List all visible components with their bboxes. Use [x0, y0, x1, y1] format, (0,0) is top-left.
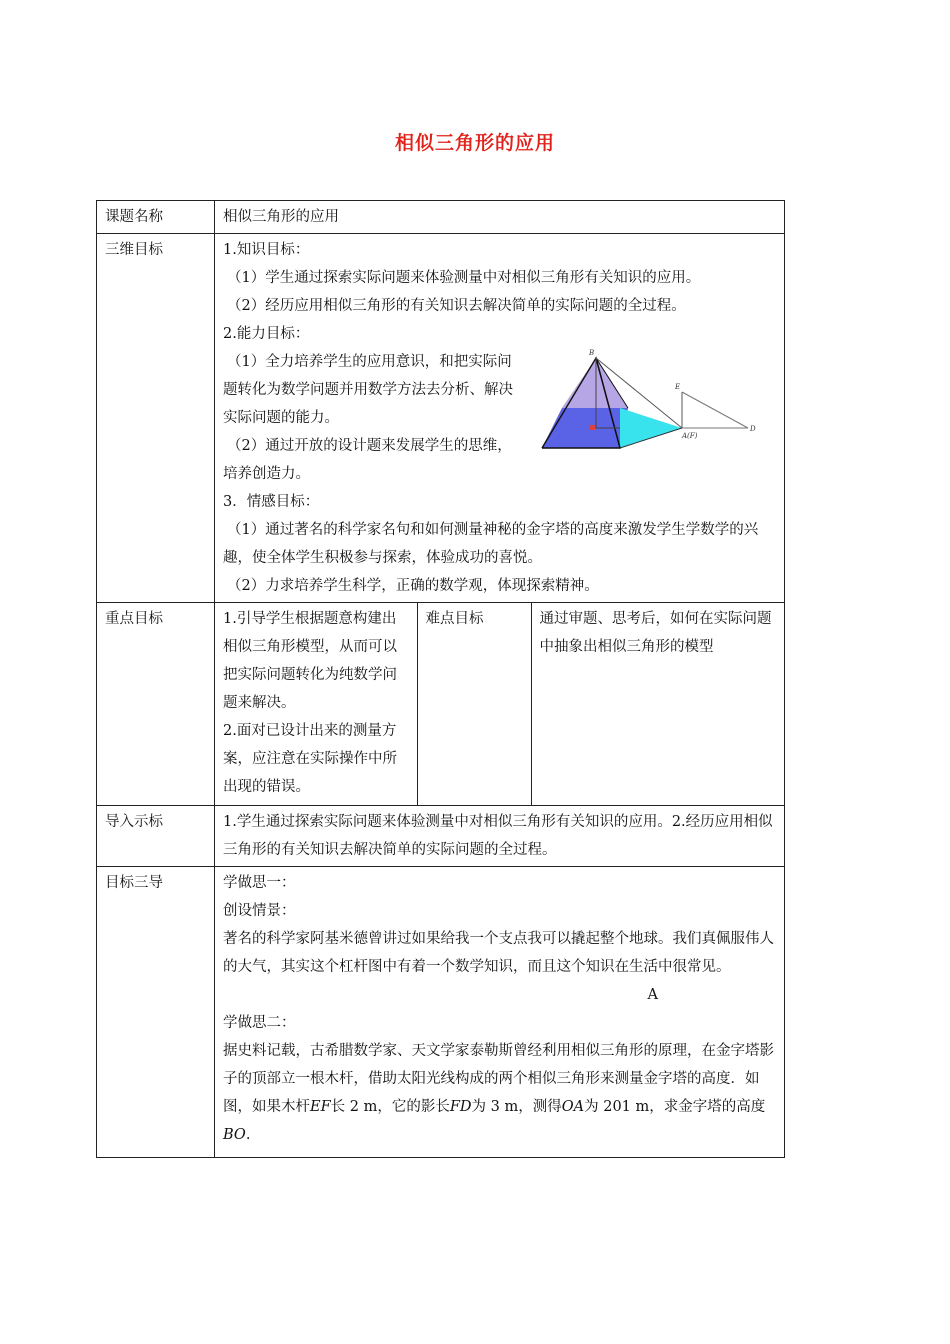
row-label: 课题名称 [97, 201, 215, 234]
knowledge-item: （2）经历应用相似三角形的有关知识去解决简单的实际问题的全过程。 [227, 298, 686, 314]
difficulty-text: 通过审题、思考后，如何在实际问题中抽象出相似三角形的模型 [531, 603, 784, 805]
scene-heading: 创设情景： [223, 903, 296, 919]
table-row [97, 603, 785, 806]
key-difficulty-cell [215, 603, 785, 806]
pyramid-back-face [562, 358, 628, 408]
goals-cell [215, 234, 785, 603]
row-label: 目标三导 [97, 867, 215, 1158]
row-label: 三维目标 [97, 234, 215, 603]
key-points [215, 603, 417, 805]
emotion-heading: 3．情感目标： [223, 494, 320, 510]
label-d: D [750, 425, 756, 433]
emotion-item: （2）力求培养学生科学，正确的数学观，体现探索精神。 [227, 578, 599, 594]
label-e: E [675, 383, 681, 391]
knowledge-item: （1）学生通过探索实际问题来体验测量中对相似三角形有关知识的应用。 [227, 270, 701, 286]
table-row [97, 201, 785, 234]
row-label: 重点目标 [97, 603, 215, 806]
ability-item: （1）全力培养学生的应用意识，和把实际问题转化为数学问题并用数学方法去分析、解决实际问题的能力。 [223, 354, 513, 426]
lesson-plan-table [96, 200, 785, 1158]
table-row [97, 867, 785, 1158]
scene-paragraph: 著名的科学家阿基米德曾讲过如果给我一个支点我可以撬起整个地球。我们真佩服伟人的大气，其实这个杠杆图中有着一个数学知识，而且这个知识在生活中很常见。 [223, 931, 774, 975]
emotion-item: （1）通过著名的科学家名句和如何测量神秘的金字塔的高度来激发学生学数学的兴趣，使全体学生积极参与探索，体验成功的喜悦。 [223, 522, 759, 566]
guide-cell [215, 867, 785, 1158]
pyramid-problem: 据史料记载，古希腊数学家、天文学家泰勒斯曾经利用相似三角形的原理，在金字塔影子的顶部立一根木杆，借助太阳光线构成的两个相似三角形来测量金字塔的高度．如图，如果木杆EF长 2 m，它的影长FD为 3 m，测得OA为 201 m，求金字塔的高度BO. [223, 1043, 774, 1143]
page-title: 相似三角形的应用 [394, 132, 555, 154]
difficulty-label: 难点目标 [417, 603, 531, 805]
ability-item: （2）通过开放的设计题来发展学生的思维，培养创造力。 [223, 438, 512, 482]
diagram-letter-a: A [647, 987, 658, 1003]
think-one-heading: 学做思一： [223, 875, 296, 891]
ability-heading: 2.能力目标： [223, 326, 310, 342]
label-b: B [589, 349, 595, 357]
think-two-heading: 学做思二： [223, 1015, 296, 1031]
row-label: 导入示标 [97, 806, 215, 867]
table-row [97, 234, 785, 603]
intro-text: 1.学生通过探索实际问题来体验测量中对相似三角形有关知识的应用。2.经历应用相似三角形的有关知识去解决简单的实际问题的全过程。 [215, 806, 785, 867]
shadow-triangle [620, 408, 682, 448]
topic-value: 相似三角形的应用 [215, 201, 785, 234]
table-row [97, 806, 785, 867]
key-item: 2.面对已设计出来的测量方案，应注意在实际操作中所出现的错误。 [223, 723, 397, 795]
label-af: A(F) [682, 432, 698, 440]
pyramid-figure [536, 348, 768, 458]
key-item: 1.引导学生根据题意构建出相似三角形模型，从而可以把实际问题转化为纯数学问题来解决。 [223, 611, 397, 711]
knowledge-heading: 1.知识目标： [223, 242, 310, 258]
key-difficulty-table [215, 603, 784, 805]
